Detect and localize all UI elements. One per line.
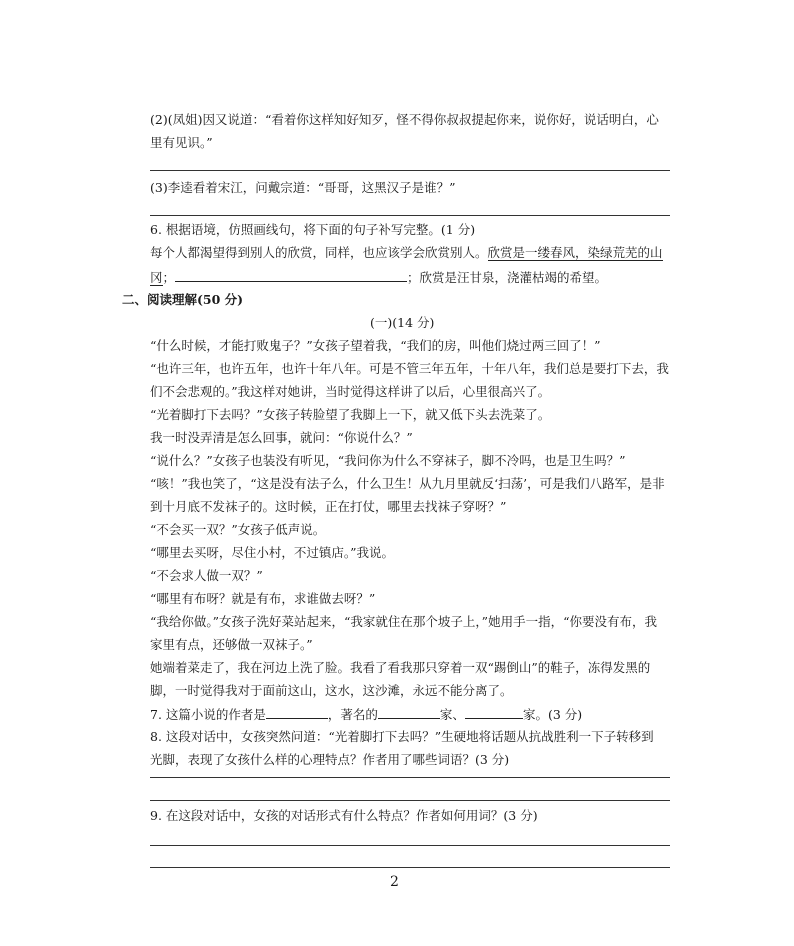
passage-line: “哪里有布呀？就是有布，求谁做去呀？” — [150, 591, 376, 606]
section2-title: 二、阅读理解(50 分) — [122, 292, 244, 307]
passage-line: “也许三年，也许五年，也许十年八年。可是不管三年五年，十年八年，我们总是要打下去，我 — [150, 361, 669, 376]
passage-line: “说什么？”女孩子也装没有听见，“我问你为什么不穿袜子，脚不冷吗，也是卫生吗？” — [150, 453, 626, 468]
q7-part-b: ，著名的 — [327, 707, 378, 722]
q5-2-line2: 里有见识。” — [150, 135, 213, 150]
passage-line: 到十月底不发袜子的。这时候，正在打仗，哪里去找袜子穿呀？” — [150, 499, 507, 514]
answer-line — [150, 867, 670, 868]
q7-part-d: 家。(3 分) — [522, 707, 583, 722]
q6-fill-blank[interactable] — [175, 269, 407, 282]
passage-line: “什么时候，才能打败鬼子？”女孩子望着我，“我们的房，叫他们烧过两三回了！” — [150, 338, 601, 353]
answer-line — [150, 845, 670, 846]
answer-line — [150, 170, 670, 171]
passage-line: “不会买一双？”女孩子低声说。 — [150, 522, 326, 537]
q5-2-line1: (2)(凤姐)因又说道：“看着你这样知好知歹，怪不得你叔叔提起你来，说你好，说话明白，心 — [150, 112, 659, 127]
q8-line2: 光脚，表现了女孩什么样的心理特点？作者用了哪些词语？(3 分) — [150, 752, 510, 767]
q7-part-c: 家、 — [439, 707, 465, 722]
q6-line2 — [150, 269, 607, 286]
passage-line: 家里有点，还够做一双袜子。” — [150, 637, 313, 652]
q9-text: 9. 在这段对话中，女孩的对话形式有什么特点？作者如何用词？(3 分) — [150, 808, 538, 823]
q7 — [150, 706, 582, 723]
q6-line2-a: ； — [162, 270, 176, 285]
passage-line: 我一时没弄清是怎么回事，就问：“你说什么？” — [150, 430, 413, 445]
passage-line: “我给你做。”女孩子洗好菜站起来，“我家就住在那个坡子上，”她用手一指，“你要没有布，我 — [150, 614, 657, 629]
q6-line1-underlined: 欣赏是一缕春风，染绿荒芜的山 — [487, 245, 663, 260]
passage-line: 脚，一时觉得我对于面前这山，这水，这沙滩，永远不能分离了。 — [150, 683, 513, 698]
answer-line — [150, 777, 670, 778]
q6-line1-plain: 每个人都渴望得到别人的欣赏，同样，也应该学会欣赏别人。 — [150, 245, 488, 260]
q7-blank-role2[interactable] — [465, 706, 523, 719]
q8-line1: 8. 这段对话中，女孩突然问道：“光着脚打下去吗？”生硬地将话题从抗战胜利一下子转移到 — [150, 729, 654, 744]
q7-blank-role1[interactable] — [378, 706, 440, 719]
passage-line: “光着脚打下去吗？”女孩子转脸望了我脚上一下，就又低下头去洗菜了。 — [150, 407, 551, 422]
q5-3-text: (3)李逵看着宋江，问戴宗道：“哥哥，这黑汉子是谁？” — [150, 180, 456, 195]
q6-line2-b: ；欣赏是汪甘泉，浇灌枯竭的希望。 — [407, 270, 608, 285]
page-number: 2 — [390, 874, 399, 890]
passage-line: “哪里去买呀，尽住小村，不过镇店。”我说。 — [150, 545, 395, 560]
answer-line — [150, 800, 670, 801]
q7-part-a: 7. 这篇小说的作者是 — [150, 707, 266, 722]
passage-line: “咳！”我也笑了，“这是没有法子么，什么卫生！从九月里就反‘扫荡’，可是我们八路军，是非 — [150, 476, 665, 491]
answer-line — [150, 215, 670, 216]
passage-line: 们不会悲观的。”我这样对她讲，当时觉得这样讲了以后，心里很高兴了。 — [150, 384, 551, 399]
passage-line: 她端着菜走了，我在河边上洗了脸。我看了看我那只穿着一双“踢倒山”的鞋子，冻得发黑的 — [150, 660, 651, 675]
q6-prompt: 6. 根据语境，仿照画线句，将下面的句子补写完整。(1 分) — [150, 222, 476, 237]
q6-line2-underlined: 冈 — [150, 270, 163, 285]
passage-title: (一)(14 分) — [370, 315, 435, 330]
passage-line: “不会求人做一双？” — [150, 568, 263, 583]
q7-blank-author[interactable] — [266, 706, 328, 719]
q6-line1 — [150, 245, 663, 261]
